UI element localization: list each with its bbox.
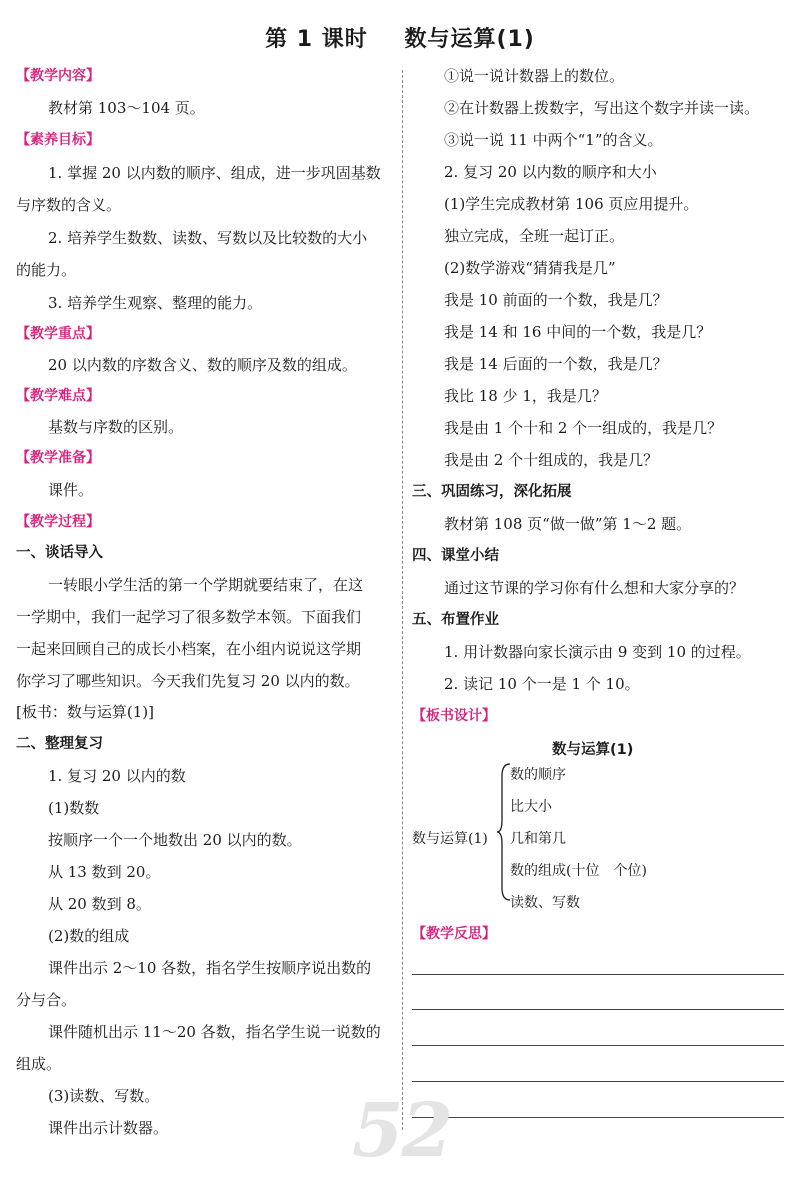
count-heading: (1)数数 xyxy=(48,799,100,817)
prep-text: 课件。 xyxy=(48,481,94,499)
counter-step-2: ②在计数器上拨数字，写出这个数字并读一读。 xyxy=(444,99,760,117)
section-teaching-content: 【教学内容】 xyxy=(16,68,100,84)
intro-line-1: 一转眼小学生活的第一个学期就要结束了，在这 xyxy=(48,576,364,594)
board-design-title: 数与运算(1) xyxy=(552,742,634,758)
board-root-label: 数与运算(1) xyxy=(412,831,488,847)
read-write-line-1: 课件出示计数器。 xyxy=(48,1119,169,1137)
section-focus: 【教学重点】 xyxy=(16,326,100,342)
board-branch-ordinal: 几和第几 xyxy=(510,831,566,847)
consolidation-heading: 三、巩固练习，深化拓展 xyxy=(412,484,572,500)
reflection-line[interactable] xyxy=(412,1117,784,1118)
goal-3: 3. 培养学生观察、整理的能力。 xyxy=(48,294,263,312)
section-difficulty: 【教学难点】 xyxy=(16,388,100,404)
composition-line-1a: 课件出示 2～10 各数，指名学生按顺序说出数的 xyxy=(48,959,372,977)
summary-text: 通过这节课的学习你有什么想和大家分享的？ xyxy=(444,579,745,597)
column-divider xyxy=(402,70,403,1130)
riddle-6: 我是由 2 个十组成的，我是几？ xyxy=(444,451,659,469)
homework-1: 1. 用计数器向家长演示由 9 变到 10 的过程。 xyxy=(444,643,751,661)
section-goals: 【素养目标】 xyxy=(16,132,100,148)
goal-2b: 的能力。 xyxy=(16,261,77,279)
homework-2: 2. 读记 10 个一是 1 个 10。 xyxy=(444,675,640,693)
board-branch-composition: 数的组成(十位 个位) xyxy=(510,863,647,879)
count-line-1: 按顺序一个一个地数出 20 以内的数。 xyxy=(48,831,302,849)
riddle-4: 我比 18 少 1，我是几？ xyxy=(444,387,607,405)
goal-2a: 2. 培养学生数数、读数、写数以及比较数的大小 xyxy=(48,229,368,247)
intro-line-4: 你学习了哪些知识。今天我们先复习 20 以内的数。 xyxy=(16,672,360,690)
independent-work: 独立完成，全班一起订正。 xyxy=(444,227,625,245)
difficulty-text: 基数与序数的区别。 xyxy=(48,418,184,436)
board-note: [板书：数与运算(1)] xyxy=(16,703,154,721)
counter-step-1: ①说一说计数器上的数位。 xyxy=(444,67,625,85)
riddle-5: 我是由 1 个十和 2 个一组成的，我是几？ xyxy=(444,419,723,437)
section-prep: 【教学准备】 xyxy=(16,450,100,466)
counter-step-3: ③说一说 11 中两个“1”的含义。 xyxy=(444,131,663,149)
riddle-1: 我是 10 前面的一个数，我是几？ xyxy=(444,291,668,309)
review-heading: 二、整理复习 xyxy=(16,736,103,752)
review-item-2: 2. 复习 20 以内数的顺序和大小 xyxy=(444,163,657,181)
reflection-line[interactable] xyxy=(412,1045,784,1046)
composition-line-2b: 组成。 xyxy=(16,1055,62,1073)
board-branch-order: 数的顺序 xyxy=(510,767,566,783)
section-process: 【教学过程】 xyxy=(16,514,100,530)
board-branch-read-write: 读数、写数 xyxy=(510,895,580,911)
game-heading: (2)数学游戏“猜猜我是几” xyxy=(444,259,616,277)
reflection-line[interactable] xyxy=(412,1081,784,1082)
count-line-2: 从 13 数到 20。 xyxy=(48,863,161,881)
composition-line-2a: 课件随机出示 11～20 各数，指名学生说一说数的 xyxy=(48,1023,381,1041)
summary-heading: 四、课堂小结 xyxy=(412,548,499,564)
consolidation-text: 教材第 108 页“做一做”第 1～2 题。 xyxy=(444,515,692,533)
textbook-task: (1)学生完成教材第 106 页应用提升。 xyxy=(444,195,699,213)
homework-heading: 五、布置作业 xyxy=(412,612,499,628)
riddle-3: 我是 14 后面的一个数，我是几？ xyxy=(444,355,668,373)
board-branch-compare: 比大小 xyxy=(510,799,552,815)
read-write-heading: (3)读数、写数。 xyxy=(48,1087,160,1105)
content-text: 教材第 103～104 页。 xyxy=(48,99,205,117)
lesson-number: 第 1 课时 xyxy=(265,27,368,52)
lesson-topic: 数与运算(1) xyxy=(404,27,535,52)
intro-line-2: 一学期中，我们一起学习了很多数学本领。下面我们 xyxy=(16,608,362,626)
reflection-line[interactable] xyxy=(412,974,784,975)
composition-line-1b: 分与合。 xyxy=(16,991,77,1009)
reflection-line[interactable] xyxy=(412,1009,784,1010)
intro-line-3: 一起来回顾自己的成长小档案，在小组内说说这学期 xyxy=(16,640,362,658)
review-item-1: 1. 复习 20 以内的数 xyxy=(48,767,186,785)
riddle-2: 我是 14 和 16 中间的一个数，我是几？ xyxy=(444,323,712,341)
intro-heading: 一、谈话导入 xyxy=(16,545,103,561)
page-number: 52 xyxy=(352,1088,451,1174)
composition-heading: (2)数的组成 xyxy=(48,927,130,945)
goal-1b: 与序数的含义。 xyxy=(16,196,122,214)
section-board-design: 【板书设计】 xyxy=(412,708,496,724)
focus-text: 20 以内数的序数含义、数的顺序及数的组成。 xyxy=(48,356,357,374)
page-title xyxy=(0,22,800,53)
count-line-3: 从 20 数到 8。 xyxy=(48,895,151,913)
goal-1a: 1. 掌握 20 以内数的顺序、组成，进一步巩固基数 xyxy=(48,164,381,182)
section-reflection: 【教学反思】 xyxy=(412,926,496,942)
